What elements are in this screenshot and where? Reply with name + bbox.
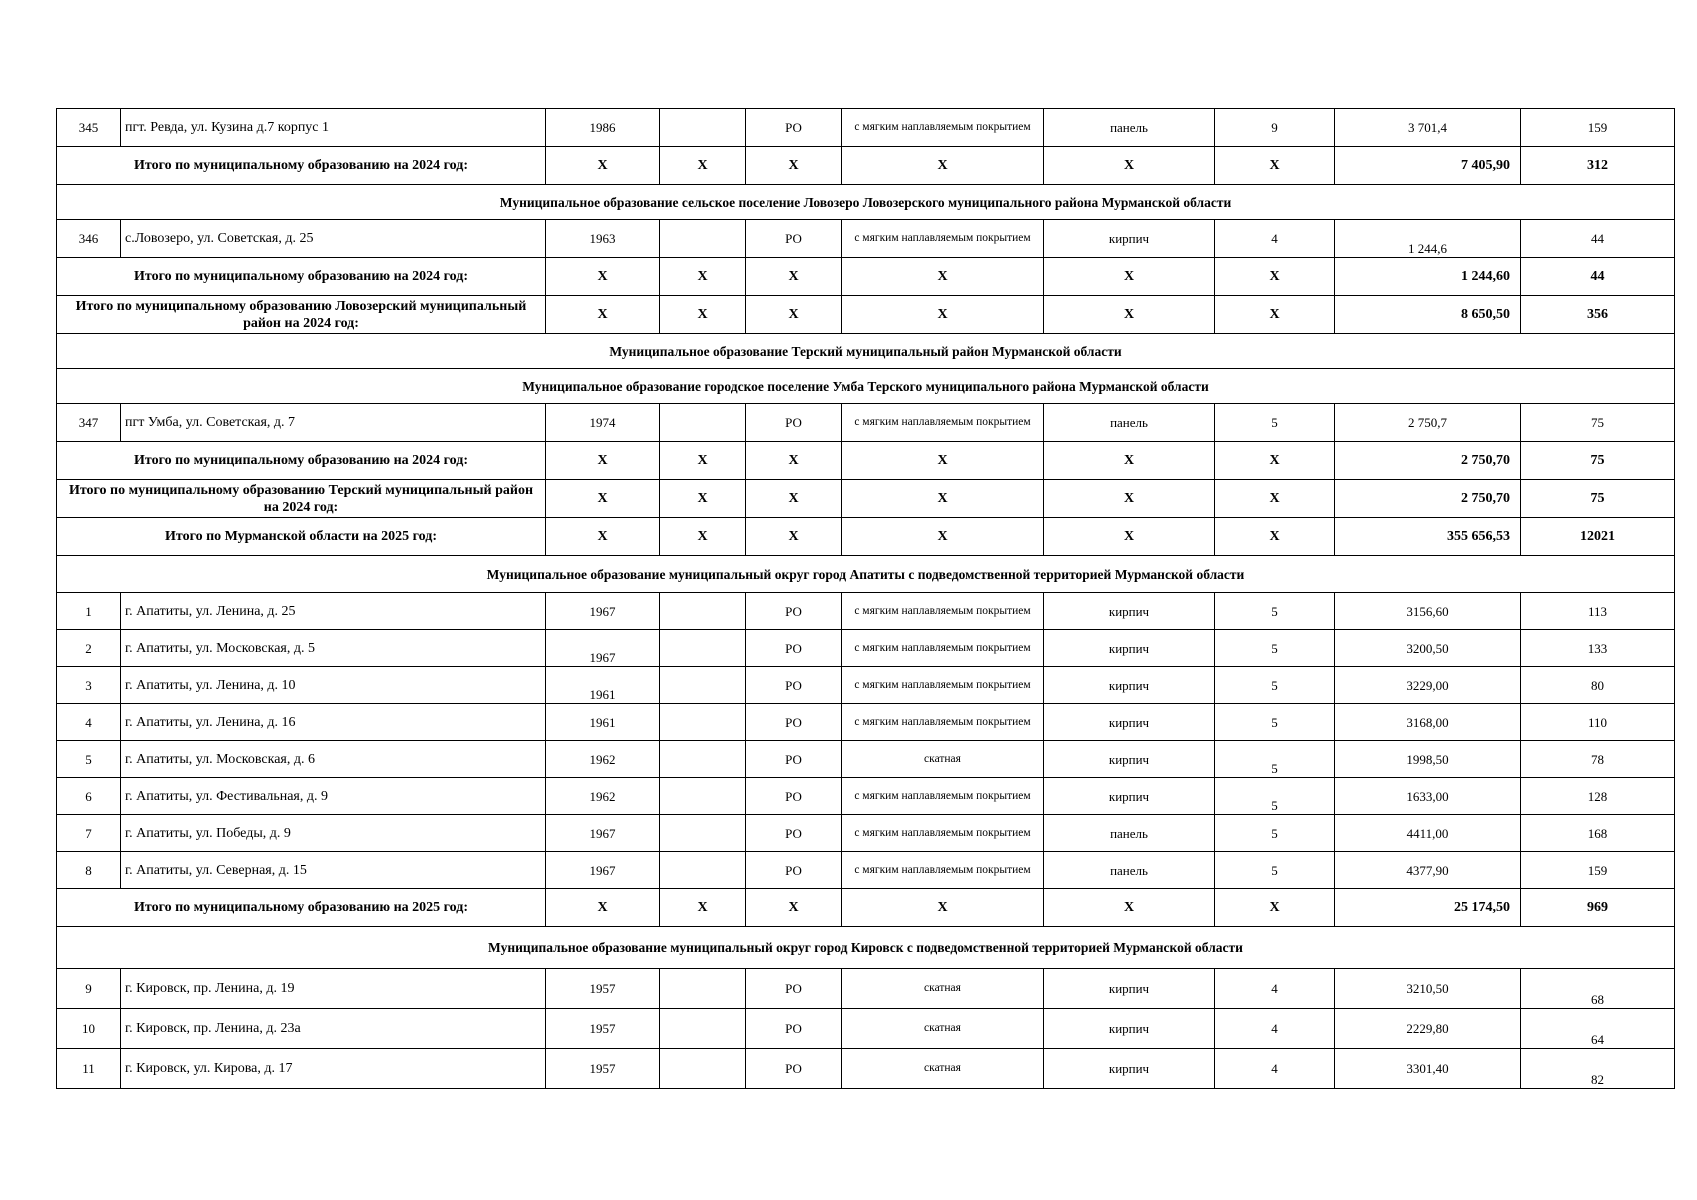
x-mark-cell: X xyxy=(842,518,1044,556)
empty-cell xyxy=(660,1049,746,1089)
floors-cell: 5 xyxy=(1215,667,1335,704)
x-mark-cell: X xyxy=(1215,480,1335,518)
empty-cell xyxy=(660,852,746,889)
x-mark-cell: X xyxy=(546,296,660,334)
x-mark-cell: X xyxy=(1215,518,1335,556)
wall-material-cell: панель xyxy=(1044,109,1215,147)
roof-type-cell: с мягким наплавляемым покрытием xyxy=(842,593,1044,630)
table-row xyxy=(57,220,1675,258)
total-area-cell: 7 405,90 xyxy=(1335,147,1521,185)
total-label-cell: Итого по муниципальному образованию Терский муниципальный район на 2024 год: xyxy=(57,480,546,518)
address-cell: г. Апатиты, ул. Московская, д. 5 xyxy=(121,630,546,667)
x-mark-cell: X xyxy=(746,147,842,185)
area-cell: 1 244,6 xyxy=(1335,220,1521,258)
address-cell: г. Апатиты, ул. Северная, д. 15 xyxy=(121,852,546,889)
method-cell: РО xyxy=(746,704,842,741)
floors-cell: 4 xyxy=(1215,969,1335,1009)
section-header-row xyxy=(57,927,1675,969)
wall-material-cell: кирпич xyxy=(1044,220,1215,258)
section-header-cell: Муниципальное образование муниципальный округ город Апатиты с подведомственной территорией Мурманской области xyxy=(57,556,1675,593)
roof-type-cell: с мягким наплавляемым покрытием xyxy=(842,852,1044,889)
year-cell: 1967 xyxy=(546,593,660,630)
table-row xyxy=(57,1049,1675,1089)
address-cell: пгт. Ревда, ул. Кузина д.7 корпус 1 xyxy=(121,109,546,147)
x-mark-cell: X xyxy=(660,296,746,334)
residents-cell: 110 xyxy=(1521,704,1675,741)
wall-material-cell: панель xyxy=(1044,815,1215,852)
area-cell: 1998,50 xyxy=(1335,741,1521,778)
roof-type-cell: скатная xyxy=(842,969,1044,1009)
total-area-cell: 2 750,70 xyxy=(1335,442,1521,480)
address-cell: г. Кировск, ул. Кирова, д. 17 xyxy=(121,1049,546,1089)
x-mark-cell: X xyxy=(746,258,842,296)
roof-type-cell: скатная xyxy=(842,1009,1044,1049)
area-cell: 4377,90 xyxy=(1335,852,1521,889)
row-number-cell: 2 xyxy=(57,630,121,667)
total-residents-cell: 969 xyxy=(1521,889,1675,927)
address-cell: г. Апатиты, ул. Московская, д. 6 xyxy=(121,741,546,778)
floors-cell: 5 xyxy=(1215,704,1335,741)
housing-repair-table xyxy=(56,108,1675,1089)
section-header-cell: Муниципальное образование сельское поселение Ловозеро Ловозерского муниципального района Мурманской области xyxy=(57,185,1675,220)
floors-cell: 5 xyxy=(1215,630,1335,667)
roof-type-cell: с мягким наплавляемым покрытием xyxy=(842,404,1044,442)
total-area-cell: 8 650,50 xyxy=(1335,296,1521,334)
address-cell: г. Апатиты, ул. Ленина, д. 25 xyxy=(121,593,546,630)
year-cell: 1974 xyxy=(546,404,660,442)
x-mark-cell: X xyxy=(1044,296,1215,334)
total-label-cell: Итого по муниципальному образованию на 2024 год: xyxy=(57,258,546,296)
wall-material-cell: панель xyxy=(1044,404,1215,442)
wall-material-cell: кирпич xyxy=(1044,1049,1215,1089)
year-cell: 1967 xyxy=(546,815,660,852)
area-cell: 4411,00 xyxy=(1335,815,1521,852)
wall-material-cell: кирпич xyxy=(1044,1009,1215,1049)
table-row xyxy=(57,969,1675,1009)
row-number-cell: 3 xyxy=(57,667,121,704)
area-cell: 1633,00 xyxy=(1335,778,1521,815)
roof-type-cell: с мягким наплавляемым покрытием xyxy=(842,778,1044,815)
section-header-row xyxy=(57,556,1675,593)
area-cell: 2229,80 xyxy=(1335,1009,1521,1049)
floors-cell: 5 xyxy=(1215,741,1335,778)
method-cell: РО xyxy=(746,109,842,147)
year-cell: 1986 xyxy=(546,109,660,147)
wall-material-cell: кирпич xyxy=(1044,593,1215,630)
table-row xyxy=(57,667,1675,704)
total-label-cell: Итого по муниципальному образованию на 2024 год: xyxy=(57,442,546,480)
section-header-cell: Муниципальное образование Терский муниципальный район Мурманской области xyxy=(57,334,1675,369)
x-mark-cell: X xyxy=(1215,296,1335,334)
empty-cell xyxy=(660,1009,746,1049)
residents-cell: 68 xyxy=(1521,969,1675,1009)
x-mark-cell: X xyxy=(1215,442,1335,480)
year-cell: 1967 xyxy=(546,852,660,889)
total-label-cell: Итого по муниципальному образованию Ловозерский муниципальный район на 2024 год: xyxy=(57,296,546,334)
total-label-cell: Итого по муниципальному образованию на 2024 год: xyxy=(57,147,546,185)
x-mark-cell: X xyxy=(660,147,746,185)
row-number-cell: 8 xyxy=(57,852,121,889)
address-cell: г. Апатиты, ул. Ленина, д. 16 xyxy=(121,704,546,741)
residents-cell: 78 xyxy=(1521,741,1675,778)
address-cell: г. Апатиты, ул. Ленина, д. 10 xyxy=(121,667,546,704)
roof-type-cell: с мягким наплавляемым покрытием xyxy=(842,667,1044,704)
total-label-cell: Итого по Мурманской области на 2025 год: xyxy=(57,518,546,556)
total-area-cell: 355 656,53 xyxy=(1335,518,1521,556)
roof-type-cell: с мягким наплавляемым покрытием xyxy=(842,815,1044,852)
year-cell: 1961 xyxy=(546,704,660,741)
x-mark-cell: X xyxy=(746,442,842,480)
floors-cell: 4 xyxy=(1215,1049,1335,1089)
area-cell: 3210,50 xyxy=(1335,969,1521,1009)
method-cell: РО xyxy=(746,815,842,852)
section-header-cell: Муниципальное образование городское поселение Умба Терского муниципального района Мурманской области xyxy=(57,369,1675,404)
wall-material-cell: панель xyxy=(1044,852,1215,889)
total-row xyxy=(57,480,1675,518)
area-cell: 3156,60 xyxy=(1335,593,1521,630)
floors-cell: 5 xyxy=(1215,815,1335,852)
total-row xyxy=(57,889,1675,927)
x-mark-cell: X xyxy=(1044,480,1215,518)
year-cell: 1967 xyxy=(546,630,660,667)
total-row xyxy=(57,518,1675,556)
address-cell: г. Кировск, пр. Ленина, д. 23а xyxy=(121,1009,546,1049)
total-residents-cell: 44 xyxy=(1521,258,1675,296)
address-cell: г. Кировск, пр. Ленина, д. 19 xyxy=(121,969,546,1009)
roof-type-cell: с мягким наплавляемым покрытием xyxy=(842,220,1044,258)
roof-type-cell: с мягким наплавляемым покрытием xyxy=(842,109,1044,147)
x-mark-cell: X xyxy=(746,518,842,556)
area-cell: 3301,40 xyxy=(1335,1049,1521,1089)
total-residents-cell: 75 xyxy=(1521,442,1675,480)
x-mark-cell: X xyxy=(546,518,660,556)
residents-cell: 82 xyxy=(1521,1049,1675,1089)
table-row xyxy=(57,741,1675,778)
table-row xyxy=(57,852,1675,889)
floors-cell: 5 xyxy=(1215,593,1335,630)
residents-cell: 44 xyxy=(1521,220,1675,258)
x-mark-cell: X xyxy=(1044,889,1215,927)
row-number-cell: 9 xyxy=(57,969,121,1009)
x-mark-cell: X xyxy=(1215,258,1335,296)
total-row xyxy=(57,296,1675,334)
residents-cell: 168 xyxy=(1521,815,1675,852)
x-mark-cell: X xyxy=(660,258,746,296)
x-mark-cell: X xyxy=(1044,258,1215,296)
floors-cell: 4 xyxy=(1215,1009,1335,1049)
wall-material-cell: кирпич xyxy=(1044,704,1215,741)
wall-material-cell: кирпич xyxy=(1044,741,1215,778)
area-cell: 3229,00 xyxy=(1335,667,1521,704)
method-cell: РО xyxy=(746,1049,842,1089)
x-mark-cell: X xyxy=(842,889,1044,927)
wall-material-cell: кирпич xyxy=(1044,969,1215,1009)
row-number-cell: 6 xyxy=(57,778,121,815)
year-cell: 1957 xyxy=(546,1049,660,1089)
x-mark-cell: X xyxy=(746,480,842,518)
residents-cell: 113 xyxy=(1521,593,1675,630)
method-cell: РО xyxy=(746,1009,842,1049)
x-mark-cell: X xyxy=(546,147,660,185)
area-cell: 3 701,4 xyxy=(1335,109,1521,147)
floors-cell: 5 xyxy=(1215,852,1335,889)
method-cell: РО xyxy=(746,593,842,630)
residents-cell: 159 xyxy=(1521,852,1675,889)
method-cell: РО xyxy=(746,969,842,1009)
total-residents-cell: 312 xyxy=(1521,147,1675,185)
x-mark-cell: X xyxy=(746,889,842,927)
table-row xyxy=(57,593,1675,630)
empty-cell xyxy=(660,778,746,815)
roof-type-cell: с мягким наплавляемым покрытием xyxy=(842,630,1044,667)
method-cell: РО xyxy=(746,852,842,889)
address-cell: пгт Умба, ул. Советская, д. 7 xyxy=(121,404,546,442)
empty-cell xyxy=(660,969,746,1009)
residents-cell: 159 xyxy=(1521,109,1675,147)
total-row xyxy=(57,442,1675,480)
empty-cell xyxy=(660,704,746,741)
row-number-cell: 346 xyxy=(57,220,121,258)
method-cell: РО xyxy=(746,630,842,667)
roof-type-cell: с мягким наплавляемым покрытием xyxy=(842,704,1044,741)
year-cell: 1962 xyxy=(546,741,660,778)
year-cell: 1962 xyxy=(546,778,660,815)
total-area-cell: 25 174,50 xyxy=(1335,889,1521,927)
residents-cell: 64 xyxy=(1521,1009,1675,1049)
total-residents-cell: 12021 xyxy=(1521,518,1675,556)
total-residents-cell: 356 xyxy=(1521,296,1675,334)
section-header-row xyxy=(57,334,1675,369)
x-mark-cell: X xyxy=(660,442,746,480)
empty-cell xyxy=(660,404,746,442)
area-cell: 2 750,7 xyxy=(1335,404,1521,442)
residents-cell: 133 xyxy=(1521,630,1675,667)
row-number-cell: 10 xyxy=(57,1009,121,1049)
floors-cell: 5 xyxy=(1215,778,1335,815)
year-cell: 1961 xyxy=(546,667,660,704)
x-mark-cell: X xyxy=(842,442,1044,480)
table-row xyxy=(57,630,1675,667)
x-mark-cell: X xyxy=(1215,889,1335,927)
roof-type-cell: скатная xyxy=(842,741,1044,778)
section-header-cell: Муниципальное образование муниципальный округ город Кировск с подведомственной территорией Мурманской области xyxy=(57,927,1675,969)
x-mark-cell: X xyxy=(842,147,1044,185)
residents-cell: 75 xyxy=(1521,404,1675,442)
method-cell: РО xyxy=(746,667,842,704)
x-mark-cell: X xyxy=(842,258,1044,296)
row-number-cell: 5 xyxy=(57,741,121,778)
x-mark-cell: X xyxy=(660,889,746,927)
method-cell: РО xyxy=(746,741,842,778)
table-row xyxy=(57,404,1675,442)
empty-cell xyxy=(660,593,746,630)
x-mark-cell: X xyxy=(842,296,1044,334)
section-header-row xyxy=(57,369,1675,404)
x-mark-cell: X xyxy=(1044,442,1215,480)
empty-cell xyxy=(660,630,746,667)
empty-cell xyxy=(660,109,746,147)
address-cell: с.Ловозеро, ул. Советская, д. 25 xyxy=(121,220,546,258)
x-mark-cell: X xyxy=(842,480,1044,518)
row-number-cell: 345 xyxy=(57,109,121,147)
table-row xyxy=(57,704,1675,741)
table-row xyxy=(57,778,1675,815)
total-row xyxy=(57,147,1675,185)
x-mark-cell: X xyxy=(546,480,660,518)
row-number-cell: 7 xyxy=(57,815,121,852)
wall-material-cell: кирпич xyxy=(1044,778,1215,815)
x-mark-cell: X xyxy=(660,480,746,518)
x-mark-cell: X xyxy=(1044,147,1215,185)
wall-material-cell: кирпич xyxy=(1044,667,1215,704)
section-header-row xyxy=(57,185,1675,220)
empty-cell xyxy=(660,741,746,778)
table-row xyxy=(57,815,1675,852)
x-mark-cell: X xyxy=(546,258,660,296)
empty-cell xyxy=(660,667,746,704)
method-cell: РО xyxy=(746,778,842,815)
x-mark-cell: X xyxy=(1044,518,1215,556)
total-residents-cell: 75 xyxy=(1521,480,1675,518)
total-label-cell: Итого по муниципальному образованию на 2025 год: xyxy=(57,889,546,927)
empty-cell xyxy=(660,815,746,852)
total-row xyxy=(57,258,1675,296)
row-number-cell: 4 xyxy=(57,704,121,741)
floors-cell: 5 xyxy=(1215,404,1335,442)
total-area-cell: 2 750,70 xyxy=(1335,480,1521,518)
wall-material-cell: кирпич xyxy=(1044,630,1215,667)
table-row xyxy=(57,1009,1675,1049)
year-cell: 1957 xyxy=(546,969,660,1009)
area-cell: 3200,50 xyxy=(1335,630,1521,667)
address-cell: г. Апатиты, ул. Победы, д. 9 xyxy=(121,815,546,852)
floors-cell: 9 xyxy=(1215,109,1335,147)
year-cell: 1963 xyxy=(546,220,660,258)
row-number-cell: 1 xyxy=(57,593,121,630)
x-mark-cell: X xyxy=(1215,147,1335,185)
x-mark-cell: X xyxy=(746,296,842,334)
empty-cell xyxy=(660,220,746,258)
row-number-cell: 11 xyxy=(57,1049,121,1089)
address-cell: г. Апатиты, ул. Фестивальная, д. 9 xyxy=(121,778,546,815)
total-area-cell: 1 244,60 xyxy=(1335,258,1521,296)
year-cell: 1957 xyxy=(546,1009,660,1049)
floors-cell: 4 xyxy=(1215,220,1335,258)
table-row xyxy=(57,109,1675,147)
x-mark-cell: X xyxy=(660,518,746,556)
area-cell: 3168,00 xyxy=(1335,704,1521,741)
roof-type-cell: скатная xyxy=(842,1049,1044,1089)
method-cell: РО xyxy=(746,404,842,442)
method-cell: РО xyxy=(746,220,842,258)
x-mark-cell: X xyxy=(546,889,660,927)
x-mark-cell: X xyxy=(546,442,660,480)
row-number-cell: 347 xyxy=(57,404,121,442)
residents-cell: 80 xyxy=(1521,667,1675,704)
residents-cell: 128 xyxy=(1521,778,1675,815)
